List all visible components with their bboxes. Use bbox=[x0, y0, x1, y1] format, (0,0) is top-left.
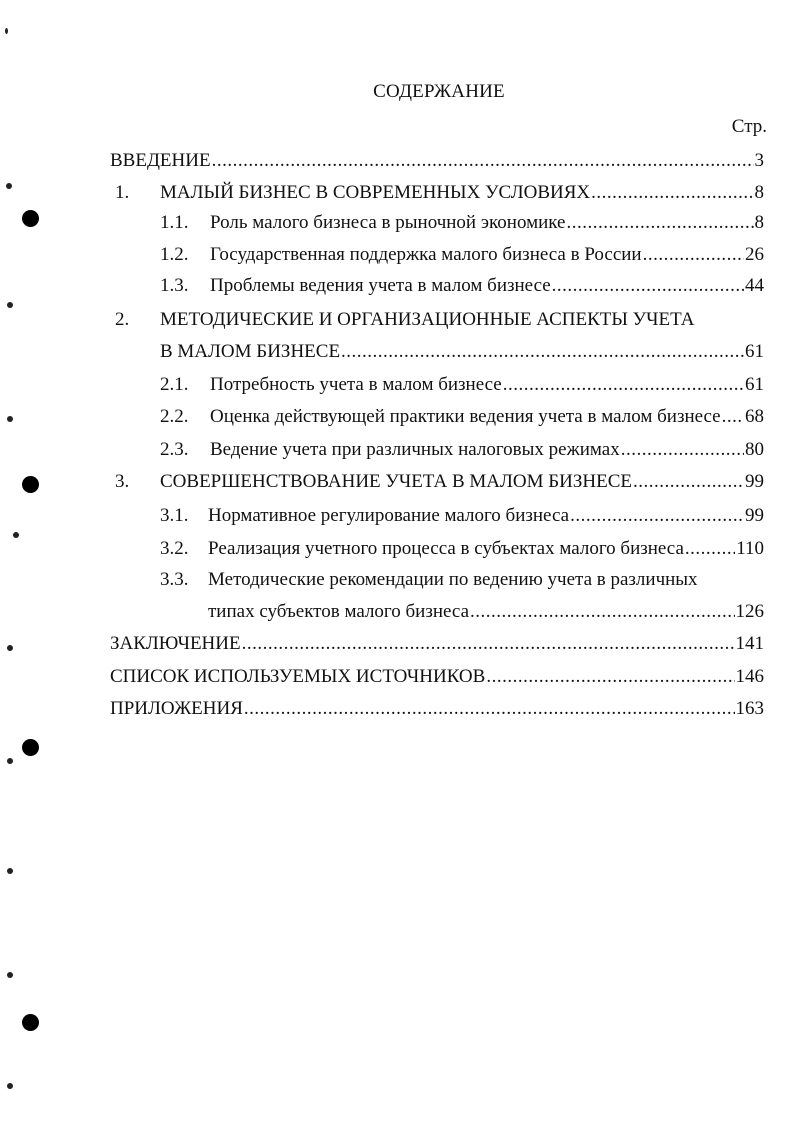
toc-entry-number: 2.2. bbox=[160, 406, 189, 427]
toc-entry-number: 2.3. bbox=[160, 439, 189, 460]
toc-entry-page: 163 bbox=[735, 698, 764, 719]
toc-leader-dots bbox=[242, 631, 735, 657]
toc-entry-page: 8 bbox=[754, 212, 764, 233]
scan-mark bbox=[6, 183, 12, 189]
scan-mark bbox=[5, 28, 8, 34]
toc-entry-3-2 bbox=[208, 536, 764, 562]
toc-leader-dots bbox=[341, 339, 744, 365]
toc-entry-number: 3.1. bbox=[160, 505, 189, 526]
toc-entry-3-1 bbox=[208, 503, 764, 529]
scan-mark bbox=[13, 532, 19, 538]
toc-entry-text: СПИСОК ИСПОЛЬЗУЕМЫХ ИСТОЧНИКОВ bbox=[110, 666, 486, 687]
toc-entry-text: Ведение учета при различных налоговых режимах bbox=[210, 439, 620, 460]
toc-leader-dots bbox=[621, 437, 744, 463]
toc-entry-text: Нормативное регулирование малого бизнеса bbox=[208, 505, 570, 526]
toc-entry-page: 3 bbox=[754, 150, 764, 171]
toc-entry-text: ЗАКЛЮЧЕНИЕ bbox=[110, 633, 241, 654]
toc-leader-dots bbox=[633, 469, 744, 495]
punch-hole bbox=[22, 476, 39, 493]
toc-entry-number: 3.3. bbox=[160, 569, 189, 590]
scan-mark bbox=[7, 758, 13, 764]
toc-entry-text: Оценка действующей практики ведения учета в малом бизнесе bbox=[210, 406, 721, 427]
toc-entry-page: 68 bbox=[745, 406, 764, 427]
toc-entry-2-2 bbox=[210, 404, 764, 430]
toc-entry-sources bbox=[110, 664, 764, 690]
toc-entry-page: 26 bbox=[745, 244, 764, 265]
toc-entry-page: 126 bbox=[735, 601, 764, 622]
toc-entry-conclusion bbox=[110, 631, 764, 657]
toc-entry-page: 61 bbox=[745, 374, 764, 395]
toc-entry-1-2 bbox=[210, 242, 764, 268]
toc-entry-number: 1.2. bbox=[160, 244, 189, 265]
toc-entry-2-3 bbox=[210, 437, 764, 463]
toc-leader-dots bbox=[570, 503, 744, 529]
toc-entry-text: Государственная поддержка малого бизнеса в России bbox=[210, 244, 642, 265]
toc-entry-page: 61 bbox=[745, 341, 764, 362]
scan-mark bbox=[7, 416, 13, 422]
toc-entry-1-1 bbox=[210, 210, 764, 236]
toc-entry-text-continued: В МАЛОМ БИЗНЕСЕ bbox=[160, 341, 341, 362]
toc-entry-page: 99 bbox=[745, 505, 764, 526]
punch-hole bbox=[22, 1014, 39, 1031]
scan-mark bbox=[7, 302, 13, 308]
toc-entry-number: 2.1. bbox=[160, 374, 189, 395]
toc-entry-text: Методические рекомендации по ведению учета в различных bbox=[208, 569, 698, 590]
toc-entry-page: 44 bbox=[745, 275, 764, 296]
toc-entry-number: 2. bbox=[115, 309, 130, 330]
punch-hole bbox=[22, 210, 39, 227]
toc-entry-text-continued: типах субъектов малого бизнеса bbox=[208, 601, 470, 622]
scan-mark bbox=[7, 645, 13, 651]
toc-entry-page: 110 bbox=[736, 538, 764, 559]
toc-leader-dots bbox=[552, 273, 744, 299]
punch-hole bbox=[22, 739, 39, 756]
toc-entry-text: МАЛЫЙ БИЗНЕС В СОВРЕМЕННЫХ УСЛОВИЯХ bbox=[160, 182, 591, 203]
scan-mark bbox=[7, 868, 13, 874]
toc-leader-dots bbox=[685, 536, 735, 562]
toc-leader-dots bbox=[566, 210, 753, 236]
scan-mark bbox=[7, 972, 13, 978]
toc-entry-1-3 bbox=[210, 273, 764, 299]
toc-entry-text: Проблемы ведения учета в малом бизнесе bbox=[210, 275, 551, 296]
toc-leader-dots bbox=[486, 664, 734, 690]
toc-entry-page: 99 bbox=[745, 471, 764, 492]
toc-entry-appendices bbox=[110, 696, 764, 722]
toc-entry-text: ПРИЛОЖЕНИЯ bbox=[110, 698, 243, 719]
toc-entry-text: ВВЕДЕНИЕ bbox=[110, 150, 211, 171]
toc-entry-page: 80 bbox=[745, 439, 764, 460]
toc-entry-introduction bbox=[110, 148, 764, 174]
toc-entry-page: 141 bbox=[735, 633, 764, 654]
toc-entry-chapter-3 bbox=[160, 469, 764, 495]
toc-entry-text: Потребность учета в малом бизнесе bbox=[210, 374, 502, 395]
page-column-label: Стр. bbox=[731, 116, 767, 137]
toc-leader-dots bbox=[244, 696, 735, 722]
toc-entry-number: 3.2. bbox=[160, 538, 189, 559]
toc-entry-chapter-1 bbox=[160, 180, 764, 206]
toc-entry-text: МЕТОДИЧЕСКИЕ И ОРГАНИЗАЦИОННЫЕ АСПЕКТЫ УЧЕТА bbox=[160, 309, 695, 330]
toc-entry-text: Роль малого бизнеса в рыночной экономике bbox=[210, 212, 566, 233]
toc-entry-3-3 bbox=[208, 599, 764, 625]
toc-entry-text: СОВЕРШЕНСТВОВАНИЕ УЧЕТА В МАЛОМ БИЗНЕСЕ bbox=[160, 471, 632, 492]
toc-entry-text: Реализация учетного процесса в субъектах малого бизнеса bbox=[208, 538, 684, 559]
scan-mark bbox=[7, 1083, 13, 1089]
toc-leader-dots bbox=[470, 599, 734, 625]
toc-entry-2-1 bbox=[210, 372, 764, 398]
toc-entry-number: 3. bbox=[115, 471, 130, 492]
toc-leader-dots bbox=[643, 242, 744, 268]
toc-entry-page: 146 bbox=[735, 666, 764, 687]
toc-entry-number: 1. bbox=[115, 182, 130, 203]
toc-leader-dots bbox=[503, 372, 744, 398]
toc-leader-dots bbox=[212, 148, 754, 174]
toc-entry-page: 8 bbox=[754, 182, 764, 203]
toc-entry-number: 1.1. bbox=[160, 212, 189, 233]
toc-entry-chapter-2 bbox=[160, 339, 764, 365]
toc-leader-dots bbox=[591, 180, 753, 206]
page-title: СОДЕРЖАНИЕ bbox=[373, 81, 505, 102]
toc-entry-number: 1.3. bbox=[160, 275, 189, 296]
toc-leader-dots bbox=[722, 404, 744, 430]
